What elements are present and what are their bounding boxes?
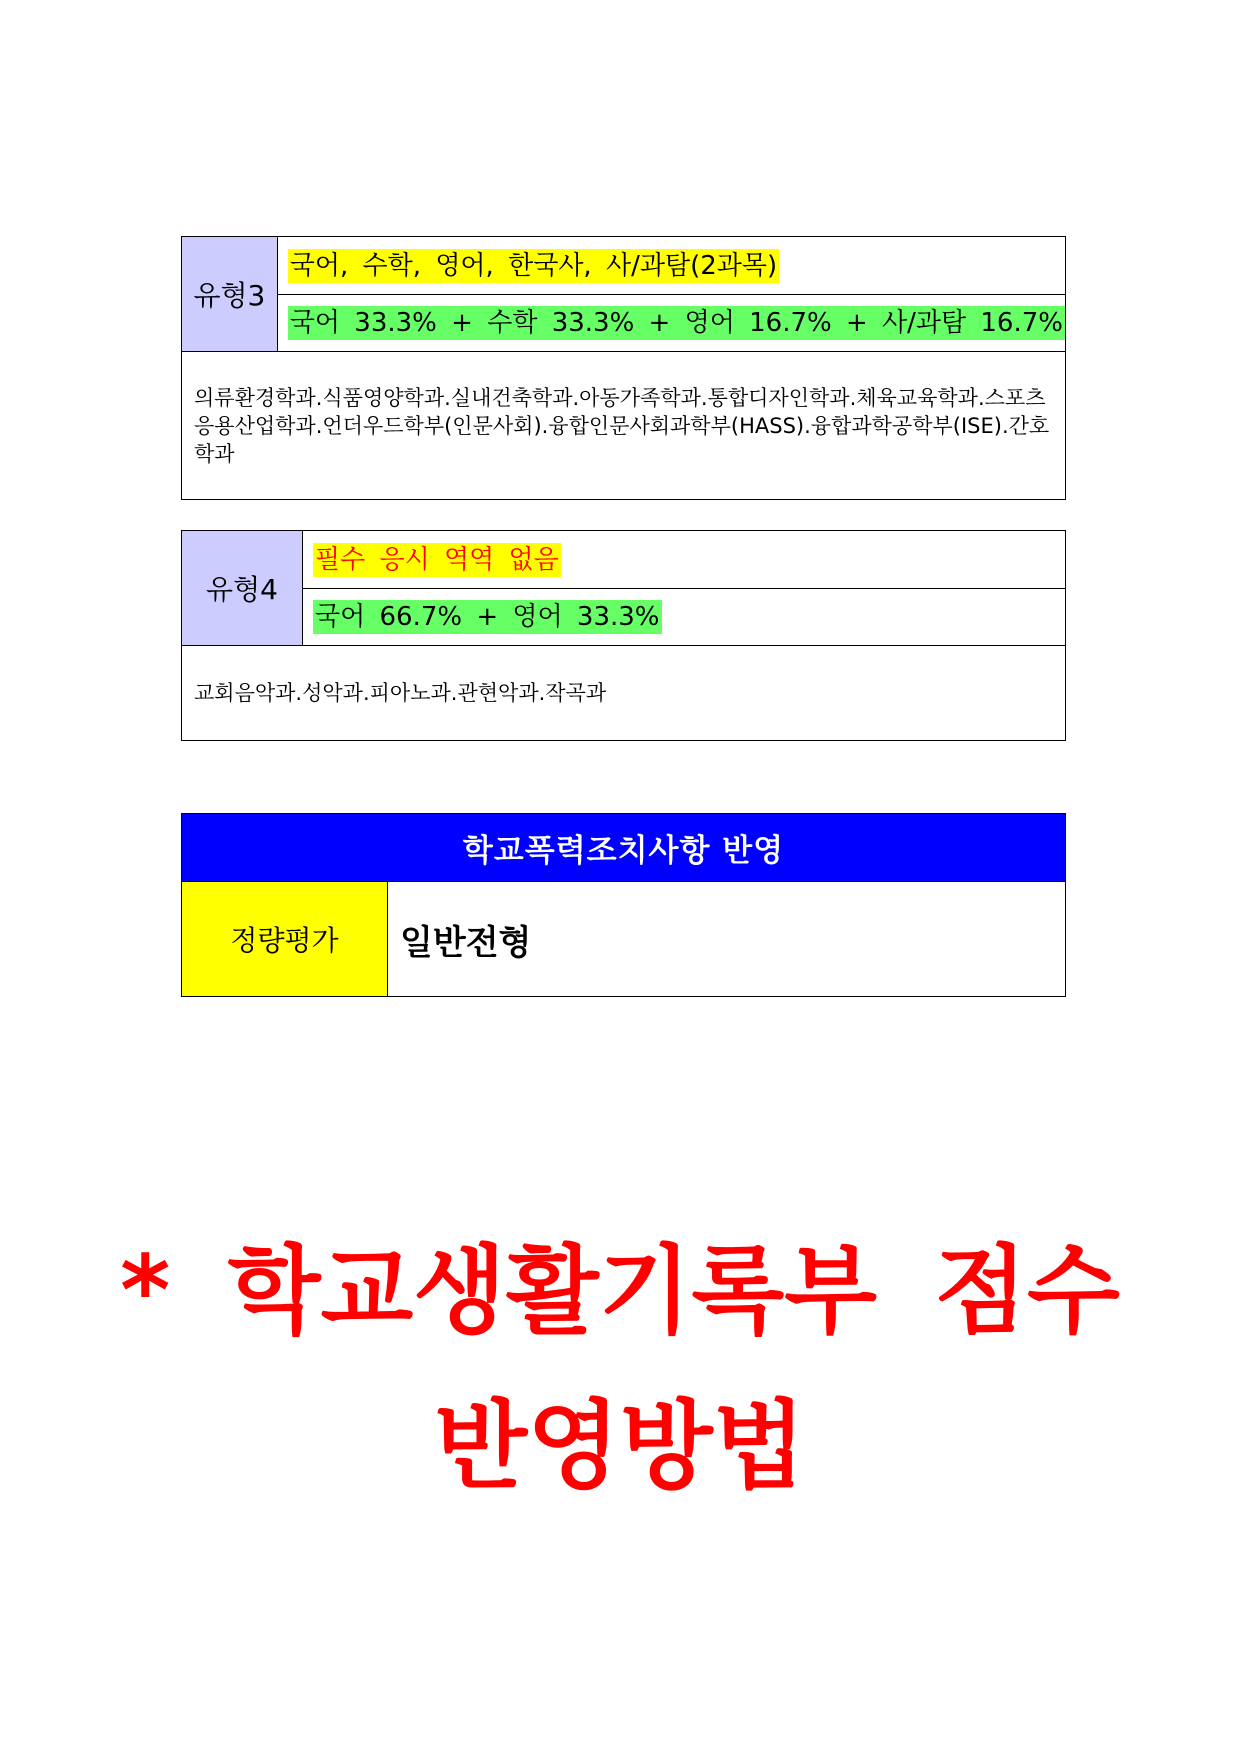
- type3-block: [181, 236, 1066, 500]
- general-admission-value: 일반전형: [400, 922, 532, 963]
- type4-block: [181, 530, 1066, 741]
- type3-weights: 국어 33.3% + 수학 33.3% + 영어 16.7% + 사/과탐 16.7%: [289, 308, 1063, 338]
- type4-header: [182, 531, 1065, 646]
- section-title-line2: 반영방법: [434, 1390, 806, 1502]
- type4-weights-row: [303, 588, 1065, 645]
- type4-label: 유형4: [182, 531, 303, 645]
- section-title-line1: * 학교생활기록부 점수: [120, 1235, 1120, 1347]
- type3-subjects-row: [278, 237, 1065, 294]
- type3-departments-cell: [182, 352, 1065, 499]
- quantitative-eval-label: 정량평가: [182, 882, 388, 996]
- type4-departments-cell: [182, 646, 1065, 740]
- type3-departments: 의류환경학과.식품영양학과.실내건축학과.아동가족학과.통합디자인학과.체육교육학과.스포츠응용산업학과.언더우드학부(인문사회).융합인문사회과학부(HASS).융합과학공학부(ISE).간호학과: [194, 385, 1050, 466]
- school-violence-table: [181, 813, 1066, 997]
- type4-subjects-row: [303, 531, 1065, 588]
- type4-weights: 국어 66.7% + 영어 33.3%: [315, 602, 660, 632]
- school-violence-row: [182, 882, 1065, 996]
- type3-subjects: 국어, 수학, 영어, 한국사, 사/과탐(2과목): [289, 250, 778, 281]
- type3-header: [182, 237, 1065, 352]
- type4-rows: [303, 531, 1065, 645]
- school-violence-title: 학교폭력조치사항 반영: [182, 814, 1065, 882]
- type4-departments: 교회음악과.성악과.피아노과.관현악과.작곡과: [194, 681, 607, 705]
- type3-rows: [278, 237, 1065, 351]
- type3-label: 유형3: [182, 237, 278, 351]
- type3-weights-row: [278, 294, 1065, 351]
- type4-subjects: 필수 응시 역역 없음: [315, 544, 559, 575]
